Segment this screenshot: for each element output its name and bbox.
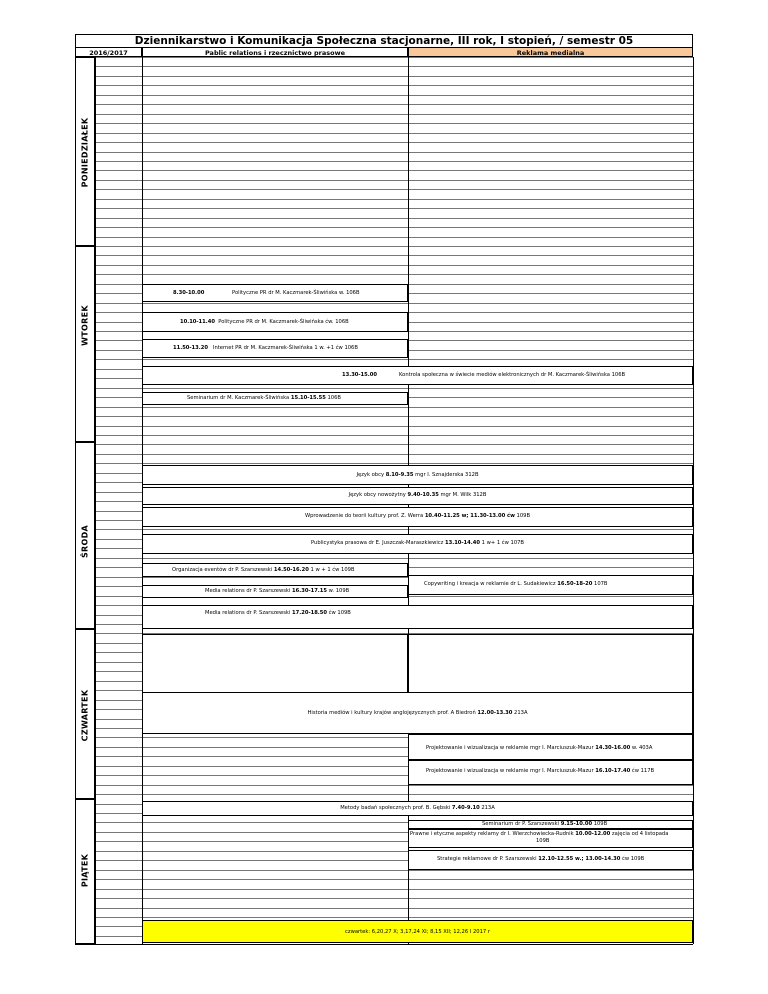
event-time: 13.30-15.00 — [342, 372, 377, 378]
event-box — [142, 605, 693, 629]
grid-row-line — [95, 227, 693, 228]
grid-row-line — [95, 303, 693, 304]
event-entry: Seminarium dr M. Kaczmarek-Śliwińska 15.10-15.55 106B — [187, 395, 341, 401]
event-entry: Publicystyka prasowa dr E. Juszczak-Maraszkiewicz 13.10-14.40 1 w+ 1 ćw 107B — [311, 540, 524, 546]
event-entry: Prawne i etyczne aspekty reklamy dr I. Wierzchowiecka-Rudnik 10.00-12.00 zajęcia od 4 listopada — [410, 831, 669, 837]
grid-row-line — [95, 435, 693, 436]
grid-row-line — [95, 444, 693, 445]
page-title: Dziennikarstwo i Komunikacja Społeczna stacjonarne, III rok, I stopień, / semestr 05 — [75, 34, 693, 47]
grid-row-line — [95, 416, 693, 417]
event-entry: Projektowanie i wizualizacja w reklamie mgr I. Marciuszuk-Mazur 16.10-17.40 ćw 117B — [426, 768, 655, 774]
grid-row-line — [95, 85, 693, 86]
event-entry: Język obcy nowożytny 9.40-10.35 mgr M. Wilk 312B — [348, 492, 487, 498]
empty-block — [408, 634, 693, 692]
day-label-monday: PONIEDZIAŁEK — [80, 117, 90, 188]
grid-row-line — [95, 95, 693, 96]
grid-row-line — [95, 359, 693, 360]
grid-row-line — [95, 246, 693, 247]
event-entry: Copywriting i kreacja w reklamie dr L. Sudakiewicz 16.50-18-20 107B — [424, 581, 608, 587]
grid-row-line — [95, 265, 693, 266]
grid-row-line — [95, 114, 693, 115]
event-entry: 10.10-11.40 Polityczne PR dr M. Kaczmarek-Śliwińska ćw. 106B — [180, 319, 349, 325]
event-entry: Wprowadzenie do teorii kultury prof. Z. Werra 10.40-11.25 w; 11.30-13.00 ćw 109B — [304, 513, 531, 519]
day-label-tuesday: WTOREK — [80, 305, 90, 346]
grid-row-line — [95, 76, 693, 77]
grid-row-line — [95, 558, 693, 559]
grid-row-line — [95, 898, 693, 899]
event-entry: 11.50-13.20 Internet PR dr M. Kaczmarek-Śliwińska 1 w. +1 ćw 106B — [173, 345, 358, 351]
event-entry: Organizacja eventów dr P. Szarszewski 14.50-16.20 1 w + 1 ćw 109B — [172, 567, 355, 573]
event-entry: Projektowanie i wizualizacja w reklamie mgr I. Marciuszuk-Mazur 14.30-16.00 w. 403A — [426, 745, 653, 751]
grid-row-line — [95, 180, 693, 181]
grid-row-line — [95, 255, 693, 256]
grid-row-line — [95, 152, 693, 153]
grid-row-line — [95, 407, 693, 408]
grid-row-line — [95, 870, 693, 871]
grid-row-line — [95, 426, 693, 427]
event-entry: Historia mediów i kultury krajów anglojęzycznych prof. A Biedroń 12.00-13.30 213A — [307, 710, 528, 716]
day-label-thursday: CZWARTEK — [80, 689, 90, 742]
event-entry: Seminarium dr P. Szarszewski 9.15-10.00 109B — [482, 821, 608, 827]
grid-row-line — [95, 170, 693, 171]
event-text: Polityczne PR dr M. Kaczmarek-Śliwińska w. 106B — [232, 290, 360, 296]
grid-row-line — [95, 785, 693, 786]
grid-row-line — [95, 237, 693, 238]
grid-row-line — [95, 123, 693, 124]
grid-row-line — [95, 908, 693, 909]
event-time: 8.30-10.00 — [173, 290, 205, 296]
event-entry: Metody badań społecznych prof. B. Gębski 7.40-9.10 213A — [340, 805, 495, 811]
grid-row-line — [95, 104, 693, 105]
grid-row-line — [95, 57, 693, 58]
left-column-header: Pablic relations i rzecznictwo prasowe — [142, 47, 408, 57]
right-column-header: Reklama medialna — [408, 47, 693, 57]
grid-row-line — [95, 794, 693, 795]
event-entry: Język obcy 8.10-9.35 mgr I. Sznajderska 312B — [356, 472, 479, 478]
grid-row-line — [95, 454, 693, 455]
grid-row-line — [95, 133, 693, 134]
day-label-wednesday: ŚRODA — [80, 524, 90, 559]
event-text: Kontrola społeczna w świecie mediów elektronicznych dr M. Kaczmarek-Śliwińska 106B — [399, 372, 626, 378]
grid-row-line — [95, 529, 693, 530]
grid-row-line — [95, 66, 693, 67]
grid-row-line — [95, 388, 693, 389]
grid-row-line — [95, 274, 693, 275]
grid-row-line — [95, 218, 693, 219]
grid-row-line — [95, 208, 693, 209]
year-header: 2016/2017 — [75, 47, 142, 57]
grid-row-line — [95, 161, 693, 162]
event-room: 109B — [536, 838, 550, 844]
event-entry: Strategie reklamowe dr P. Szarszewski 12.10-12.55 w.; 13.00-14.30 ćw 109B — [437, 856, 645, 862]
grid-row-line — [95, 879, 693, 880]
day-label-friday: PIĄTEK — [80, 853, 90, 888]
grid-row-line — [95, 142, 693, 143]
event-entry: Media relations dr P. Szarszewski 16.30-17.15 w. 109B — [205, 588, 350, 594]
footer-note: czwartek: 6,20,27 X; 3,17,24 XI; 8,15 XII; 12,26 I 2017 r — [142, 920, 693, 943]
grid-row-line — [95, 189, 693, 190]
event-entry: Media relations dr P. Szarszewski 17.20-18.50 ćw 109B — [205, 610, 351, 616]
grid-bottom-line — [75, 944, 693, 945]
grid-row-line — [95, 199, 693, 200]
empty-block — [142, 634, 408, 692]
grid-row-line — [95, 889, 693, 890]
grid-row-line — [95, 917, 693, 918]
grid-row-line — [95, 463, 693, 464]
